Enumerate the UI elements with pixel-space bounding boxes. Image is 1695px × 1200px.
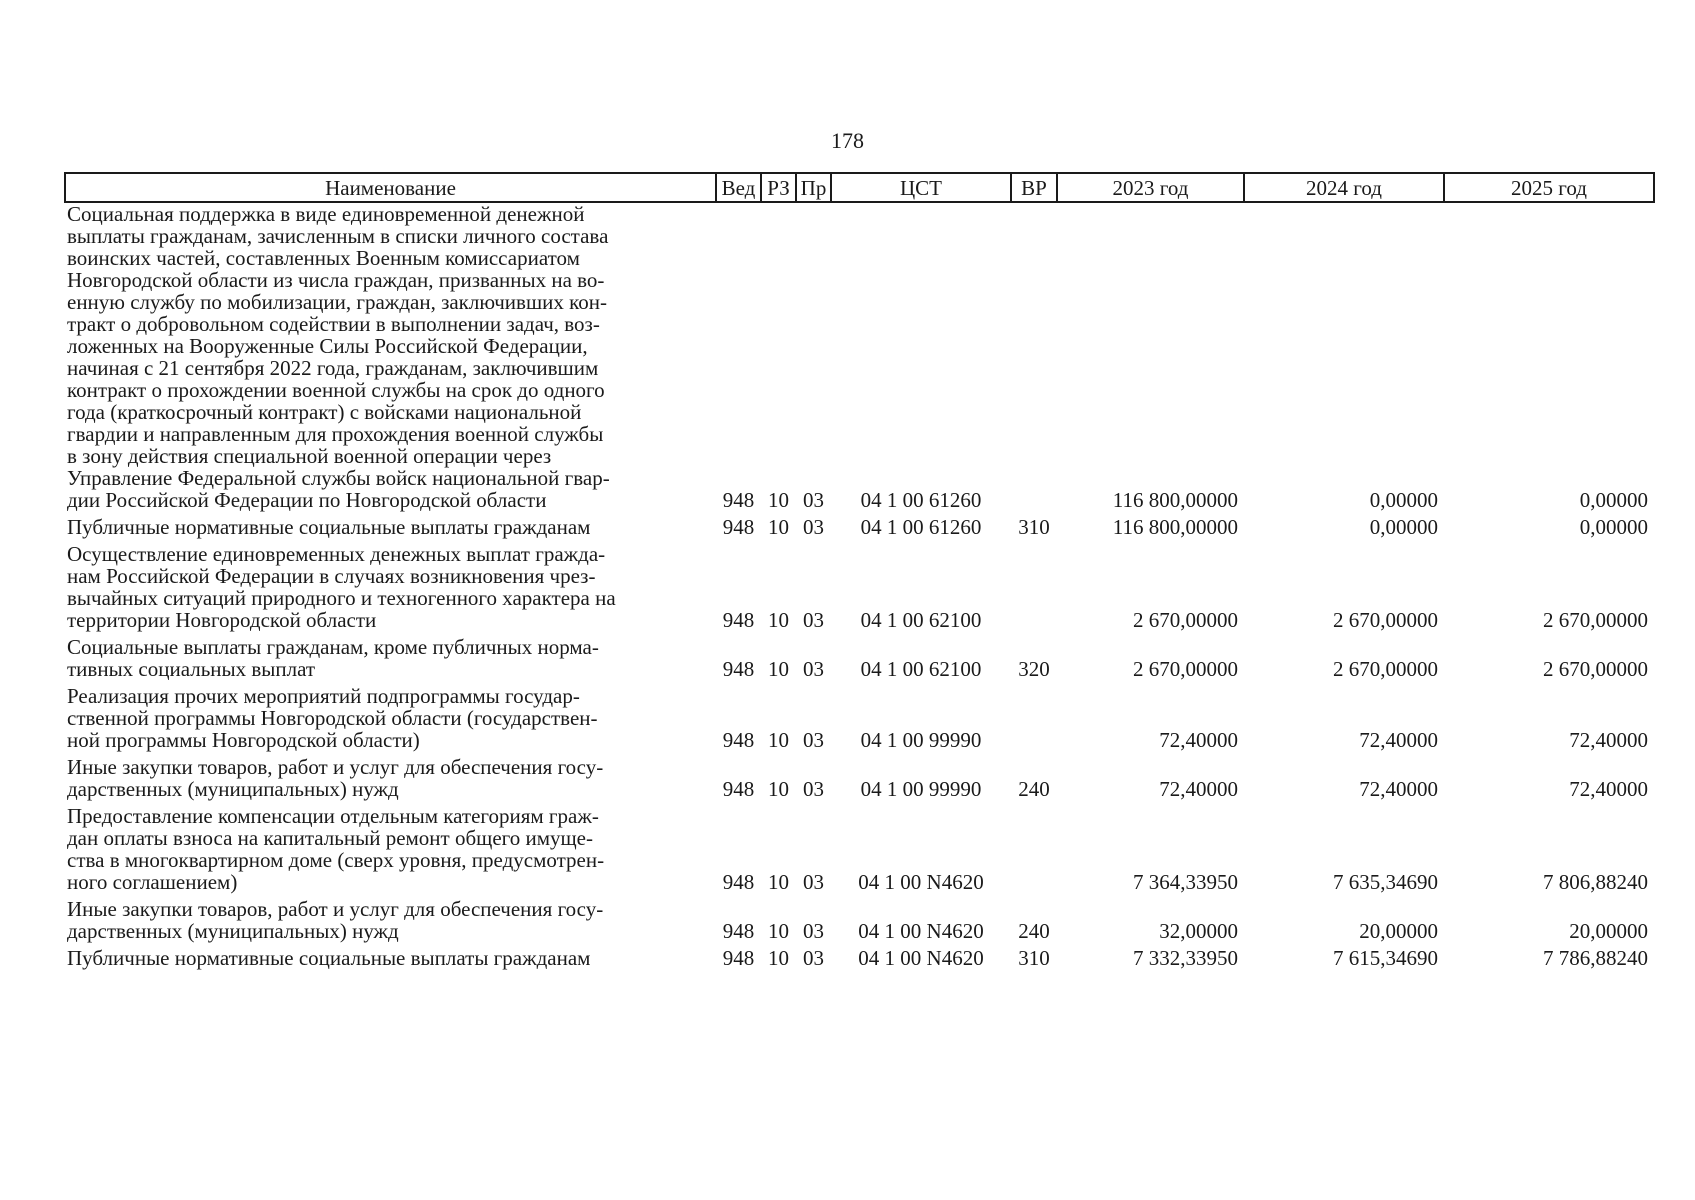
- header-2025: 2025 год: [1444, 173, 1654, 202]
- cell-2023: 32,00000: [1159, 919, 1238, 943]
- cell-cst: 04 1 00 62100: [860, 657, 982, 681]
- cell-2023: 116 800,00000: [1112, 515, 1238, 539]
- name-line: Реализация прочих мероприятий подпрограммы государ-: [67, 684, 580, 708]
- cell-name: [65, 631, 716, 680]
- table-body: [65, 202, 1654, 969]
- cell-name: [65, 202, 716, 511]
- name-line: гвардии и направленным для прохождения военной службы: [67, 422, 604, 446]
- cell-rz: 10: [768, 657, 789, 681]
- cell-2025: 72,40000: [1569, 777, 1648, 801]
- cell-vr: [1011, 680, 1057, 751]
- cell-pr: 03: [803, 946, 824, 970]
- name-line: контракт о прохождении военной службы на срок до одного: [67, 378, 605, 402]
- table-row: [65, 538, 1654, 631]
- cell-ved: 948: [722, 515, 755, 539]
- cell-vr: [1011, 202, 1057, 511]
- cell-cst: 04 1 00 61260: [860, 488, 982, 512]
- cell-pr: 03: [803, 919, 824, 943]
- table-row: [65, 680, 1654, 751]
- name-line: тивных социальных выплат: [67, 657, 316, 681]
- cell-cst: 04 1 00 N4620: [858, 870, 984, 894]
- table-row: [65, 893, 1654, 942]
- name-line: дии Российской Федерации по Новгородской области: [67, 488, 547, 512]
- cell-2024: 2 670,00000: [1333, 608, 1438, 632]
- cell-2025: 2 670,00000: [1543, 608, 1648, 632]
- cell-2024: 7 615,34690: [1333, 946, 1438, 970]
- cell-cst: 04 1 00 99990: [860, 777, 982, 801]
- cell-cst: 04 1 00 61260: [860, 515, 982, 539]
- name-line: Социальные выплаты гражданам, кроме публичных норма-: [67, 635, 599, 659]
- cell-name: [65, 800, 716, 893]
- name-line: нам Российской Федерации в случаях возникновения чрез-: [67, 564, 596, 588]
- table-row: [65, 942, 1654, 969]
- cell-2025: 0,00000: [1579, 515, 1648, 539]
- cell-2025: 0,00000: [1579, 488, 1648, 512]
- cell-name: [65, 538, 716, 631]
- name-line: Публичные нормативные социальные выплаты гражданам: [67, 515, 591, 539]
- name-line: Новгородской области из числа граждан, призванных на во-: [67, 268, 605, 292]
- cell-ved: 948: [722, 946, 755, 970]
- cell-2024: 0,00000: [1369, 515, 1438, 539]
- cell-cst: 04 1 00 N4620: [858, 946, 984, 970]
- cell-vr: 320: [1018, 657, 1050, 681]
- cell-rz: 10: [768, 919, 789, 943]
- table-row: [65, 800, 1654, 893]
- table-row: [65, 202, 1654, 511]
- name-line: ства в многоквартирном доме (сверх уровня, предусмотрен-: [67, 848, 605, 872]
- cell-2024: 0,00000: [1369, 488, 1438, 512]
- cell-rz: 10: [768, 777, 789, 801]
- header-rz: РЗ: [761, 173, 796, 202]
- cell-2024: 72,40000: [1359, 777, 1438, 801]
- table-row: [65, 631, 1654, 680]
- cell-cst: 04 1 00 N4620: [858, 919, 984, 943]
- header-vr: ВР: [1011, 173, 1057, 202]
- cell-pr: 03: [803, 515, 824, 539]
- cell-pr: 03: [803, 870, 824, 894]
- header-pr: Пр: [796, 173, 831, 202]
- cell-rz: 10: [768, 608, 789, 632]
- cell-2024: 72,40000: [1359, 728, 1438, 752]
- header-2023: 2023 год: [1057, 173, 1244, 202]
- name-line: выплаты гражданам, зачисленным в списки личного состава: [67, 224, 609, 248]
- cell-2023: 72,40000: [1159, 728, 1238, 752]
- cell-2023: 72,40000: [1159, 777, 1238, 801]
- name-line: дан оплаты взноса на капитальный ремонт общего имуще-: [67, 826, 593, 850]
- cell-rz: 10: [768, 870, 789, 894]
- cell-2023: 116 800,00000: [1112, 488, 1238, 512]
- table-row: [65, 751, 1654, 800]
- cell-ved: 948: [722, 657, 755, 681]
- name-line: Иные закупки товаров, работ и услуг для обеспечения госу-: [67, 897, 604, 921]
- cell-ved: 948: [722, 608, 755, 632]
- name-line: Иные закупки товаров, работ и услуг для обеспечения госу-: [67, 755, 604, 779]
- cell-ved: 948: [722, 728, 755, 752]
- cell-2024: 7 635,34690: [1333, 870, 1438, 894]
- cell-vr: [1011, 800, 1057, 893]
- cell-pr: 03: [803, 488, 824, 512]
- header-2024: 2024 год: [1244, 173, 1444, 202]
- name-line: Социальная поддержка в виде единовременной денежной: [67, 202, 585, 226]
- cell-pr: 03: [803, 657, 824, 681]
- cell-rz: 10: [768, 515, 789, 539]
- name-line: территории Новгородской области: [67, 608, 377, 632]
- name-line: Осуществление единовременных денежных выплат гражда-: [67, 542, 606, 566]
- header-ved: Вед: [716, 173, 761, 202]
- name-line: начиная с 21 сентября 2022 года, гражданам, заключившим: [67, 356, 599, 380]
- name-line: Публичные нормативные социальные выплаты гражданам: [67, 946, 591, 970]
- name-line: дарственных (муниципальных) нужд: [67, 919, 399, 943]
- cell-vr: 310: [1018, 946, 1050, 970]
- cell-vr: [1011, 538, 1057, 631]
- cell-rz: 10: [768, 946, 789, 970]
- cell-2025: 20,00000: [1569, 919, 1648, 943]
- header-cst: ЦСТ: [831, 173, 1011, 202]
- cell-2023: 2 670,00000: [1133, 608, 1238, 632]
- cell-ved: 948: [722, 870, 755, 894]
- cell-2024: 2 670,00000: [1333, 657, 1438, 681]
- header-row: [65, 173, 1654, 202]
- table-header: [65, 173, 1654, 202]
- cell-ved: 948: [722, 488, 755, 512]
- name-line: в зону действия специальной военной операции через: [67, 444, 552, 468]
- cell-pr: 03: [803, 608, 824, 632]
- header-name: Наименование: [65, 173, 716, 202]
- cell-cst: 04 1 00 99990: [860, 728, 982, 752]
- cell-2025: 2 670,00000: [1543, 657, 1648, 681]
- cell-2023: 2 670,00000: [1133, 657, 1238, 681]
- name-line: вычайных ситуаций природного и техногенного характера на: [67, 586, 616, 610]
- cell-2023: 7 364,33950: [1133, 870, 1238, 894]
- name-line: Предоставление компенсации отдельным категориям граж-: [67, 804, 599, 828]
- page-number: 178: [831, 128, 864, 153]
- cell-rz: 10: [768, 728, 789, 752]
- name-line: ного соглашением): [67, 870, 238, 894]
- cell-name: [65, 893, 716, 942]
- budget-table: [64, 172, 1655, 969]
- cell-pr: 03: [803, 728, 824, 752]
- name-line: ственной программы Новгородской области (государствен-: [67, 706, 598, 730]
- table-row: [65, 511, 1654, 538]
- cell-2025: 7 806,88240: [1543, 870, 1648, 894]
- cell-ved: 948: [722, 919, 755, 943]
- cell-name: [65, 942, 716, 969]
- cell-2023: 7 332,33950: [1133, 946, 1238, 970]
- cell-rz: 10: [768, 488, 789, 512]
- cell-name: [65, 680, 716, 751]
- cell-cst: 04 1 00 62100: [860, 608, 982, 632]
- name-line: Управление Федеральной службы войск национальной гвар-: [67, 466, 610, 490]
- cell-2025: 7 786,88240: [1543, 946, 1648, 970]
- name-line: ной программы Новгородской области): [67, 728, 420, 752]
- name-line: года (краткосрочный контракт) с войсками национальной: [67, 400, 582, 424]
- name-line: тракт о добровольном содействии в выполнении задач, воз-: [67, 312, 600, 336]
- name-line: енную службу по мобилизации, граждан, заключивших кон-: [67, 290, 607, 314]
- name-line: ложенных на Вооруженные Силы Российской Федерации,: [67, 334, 588, 358]
- cell-vr: 240: [1018, 777, 1050, 801]
- cell-name: [65, 751, 716, 800]
- cell-vr: 310: [1018, 515, 1050, 539]
- cell-ved: 948: [722, 777, 755, 801]
- name-line: воинских частей, составленных Военным комиссариатом: [67, 246, 580, 270]
- cell-pr: 03: [803, 777, 824, 801]
- cell-2024: 20,00000: [1359, 919, 1438, 943]
- name-line: дарственных (муниципальных) нужд: [67, 777, 399, 801]
- cell-2025: 72,40000: [1569, 728, 1648, 752]
- cell-name: [65, 511, 716, 538]
- cell-vr: 240: [1018, 919, 1050, 943]
